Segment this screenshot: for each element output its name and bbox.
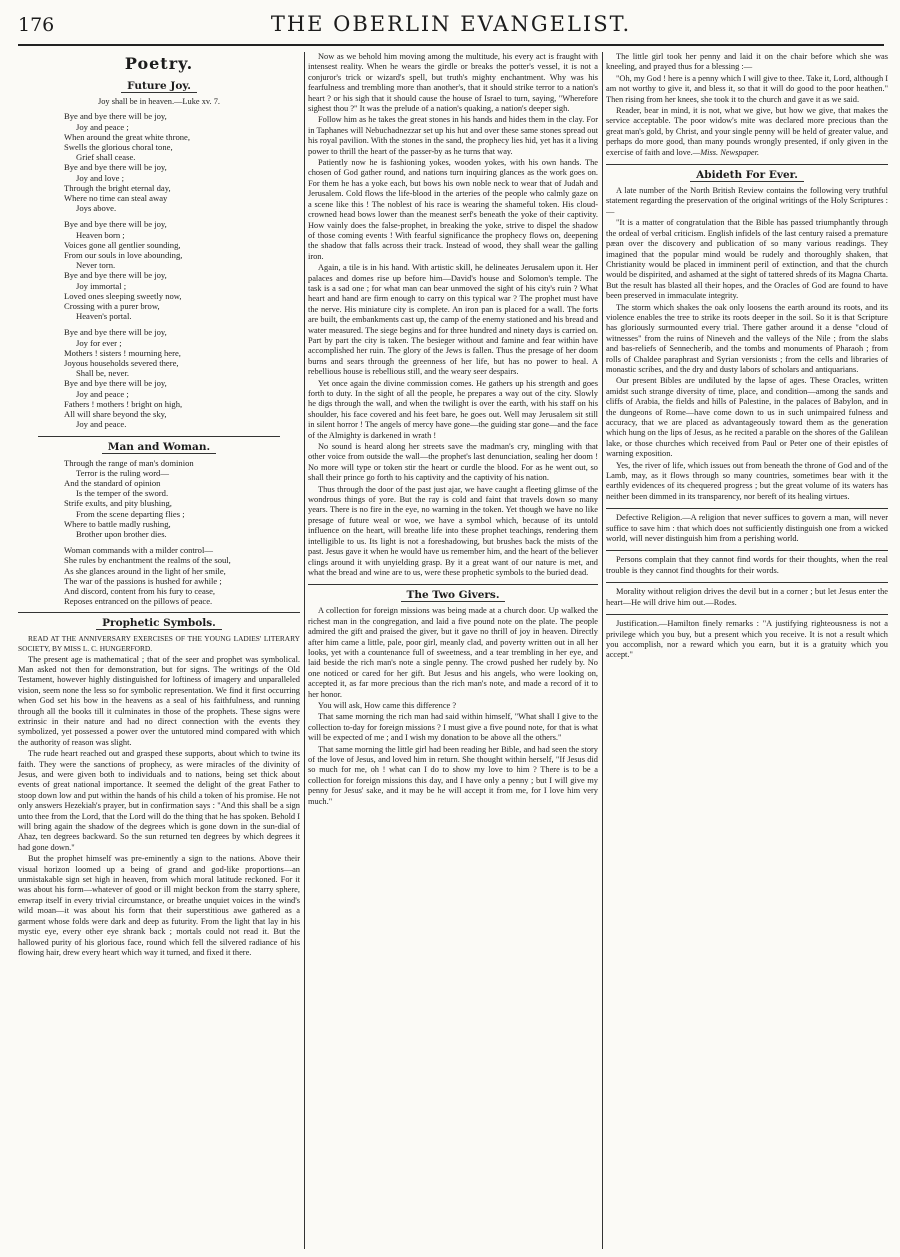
- poem-line: Is the temper of the sword.: [76, 488, 169, 499]
- poem-line: Through the bright eternal day,: [64, 182, 171, 193]
- poem-line: She rules by enchantment the realms of the soul,: [64, 555, 231, 566]
- poem-line: Loved ones sleeping sweetly now,: [64, 290, 182, 301]
- article-paragraph: "Oh, my God ! here is a penny which I will give to thee. Take it, Lord, although I am not worthy to give it, and bless it, so that it will do good to the poor heathen." Then rising from her knees, she took it to the church and gave it as we said.: [606, 73, 888, 104]
- poem-line: Mothers ! sisters ! mourning here,: [64, 347, 181, 358]
- poem-line: Brother upon brother dies.: [76, 528, 167, 539]
- poem-line: The war of the passions is hushed for awhile ;: [64, 575, 222, 586]
- article-paragraph: [606, 106, 888, 158]
- article-paragraph: The present age is mathematical ; that of the seer and prophet was symbolical. Man asked not then for demonstration, but for signs. The writings of the Old Testament, however highly distinguished for loftiness of imagery and unparalleled vision, seem none the less so for symbolic representation. We find it first occurring when God set his bow in the heavens as a seal of his faithfulness, and running through all the books till it culminates in those of the prophets. These signs were extrinsic in their nature and had no direct connection with the events they symbolized, yet possessed a power over the untutored mind compared with which the authority of reason was slight.: [18, 654, 300, 747]
- section-divider: [308, 584, 598, 585]
- poem-line: Crossing with a purer brow,: [64, 301, 160, 312]
- article-paragraph: The little girl took her penny and laid it on the chair before which she was kneeling, and prayed thus for a blessing :—: [606, 52, 888, 72]
- poem-epigraph: Joy shall be in heaven.—Luke xv. 7.: [97, 97, 221, 106]
- article-paragraph: A collection for foreign missions was being made at a church door. Up walked the richest man in the congregation, and laid a five pound note on the plate. The people admired the gift and praised the giver, but it gave no thrill of joy in heaven. Directly after him came a little, pale, poor girl, meanly clad, and poverty written out in all her looks, yet with a countenance full of sweetness, and a tear trembling in her eye, and laid beside the rich man's note a single penny. The crowd pushed her rudely by. No one noticed or cared for her gift. But Jesus and his angels, who were looking on, accepted it, as far more precious than the rich man's note, and made a record of it to her honor.: [308, 606, 598, 699]
- poem-line: Joy and peace ;: [76, 121, 129, 132]
- article-paragraph: Yes, the river of life, which issues out from beneath the throne of God and of the Lamb, may, as it flows through so many countries, sometimes bear with it the earthly evidences of its chequered progress ; but the great volume of its waters has neither been dimmed in its transparency, nor bereft of its healing virtues.: [606, 460, 888, 501]
- article-paragraph: A late number of the North British Review contains the following very truthful statement regarding the preservation of the original writings of the Holy Scriptures :—: [606, 186, 888, 216]
- poem-line: As she glances around in the light of her smile,: [64, 565, 226, 576]
- poem-line: Shall be, never.: [76, 368, 129, 379]
- poem-line: From the scene departing flies ;: [76, 508, 185, 519]
- short-item: Morality without religion drives the devil but in a corner ; but let Jesus enter the heart—He will drive him out.—Rodes.: [606, 587, 888, 607]
- short-item: Defective Religion.—A religion that never suffices to govern a man, will never suffice to save him : that which does not sufficiently distinguish one from a wicked world, will never distinguish him from a perishing world.: [606, 513, 888, 544]
- poem-line: Joy immortal ;: [76, 280, 127, 291]
- article-paragraph: Patiently now he is fashioning yokes, wooden yokes, with his own hands. The chosen of God gather round, and nations turn inquiring glances as the work goes on. For them he has a yoke each, but bows his own noble neck to wear that of Judah and Jerusalem. Cold flows the life-blood in the arteries of the people who calmly gaze on a scene like this ! The noblest of his race is wearing the shameful token. His cloud-crowned head bows lower than the meanest serf's beneath the yoke of their captivity. How vainly does the false-prophet, in breaking the yoke, strive to dispel the shadow of those coming events ! With fearful significance the prophecy flows on, deepening the shadow that falls across their track. Instead of wood, they shall wear the galling iron.: [308, 158, 598, 261]
- poem-line: Bye and bye there will be joy,: [64, 219, 167, 230]
- article-paragraph: That same morning the little girl had been reading her Bible, and had seen the story of the love of Jesus, and loved him in return. She thought within herself, "If Jesus did so much for me, oh ! what can I do to show my love to him ? There is to be a collection for foreign missions this day, and I have only a penny ; but I will give my penny for Jesus' sake, and it may be he will accept it from me, for I love him very much.": [308, 744, 598, 806]
- poem-line: Joy for ever ;: [76, 337, 122, 348]
- section-divider: [606, 582, 888, 583]
- section-divider: [38, 436, 280, 437]
- section-divider: [18, 612, 300, 613]
- poem-line: Where to battle madly rushing,: [64, 518, 171, 529]
- poem-line: Strife exults, and pity blushing,: [64, 498, 172, 509]
- poem-line: Joy and love ;: [76, 172, 124, 183]
- poem-title: Man and Woman.: [18, 441, 300, 454]
- article-paragraph: But the prophet himself was pre-eminently a sign to the nations. Above their visual horizon loomed up a being of grand and god-like proportions—an unmistakable sign set high in heaven, from which moral latitude reckoned. For it was about his form—whatever of good or ill might beckon from the starry sphere, enwrap itself in every trivial circumstance, or breathe unquiet voices in the wind's wild moan—it was about his form that their superstitious awe gathered as a garment whose folds were dark and deep as futurity. From the light that lay in his mystic eye, every other eye shrank back ; mortals could not read it. But the hallowed purity of his glorious face, round which fell the silvered radiance of his flowing hair, drew every heart which way it turned, and fixed it there.: [18, 854, 300, 957]
- short-item: Justification.—Hamilton finely remarks : "A justifying righteousness is not a privilege which you buy, but a present which you receive. It is not a result which you accomplish, nor a reward which you earn, but it is a gratuity which you accept.": [606, 619, 888, 660]
- article-paragraph: "It is a matter of congratulation that the Bible has passed triumphantly through the ordeal of verbal criticism. English infidels of the last century raised a premature pæan over the discovery and publication of so many various readings. They imagined that the popular mind would be rudely and thoroughly shaken, that Christianity would be placed in imminent peril of extinction, and that the church would be dispirited, and ashamed at the sight of tattered shreds of its Magna Charta. But the result has blasted all their hopes, and the Oracles of God are found to have been preserved in immaculate integrity.: [606, 218, 888, 301]
- poem-line: When around the great white throne,: [64, 131, 190, 142]
- article-paragraph: No sound is heard along her streets save the madman's cry, mingling with that other voice from outside the wall—the prophet's last denunciation, sealing her doom ! No more will type or token stir the heart or curdle the blood. For as he went out, so shall their prince go forth to his captivity and the captivity of his nation.: [308, 442, 598, 483]
- poem-line: Bye and bye there will be joy,: [64, 162, 167, 173]
- poem-line: All will share beyond the sky,: [64, 409, 167, 420]
- poetry-heading: Poetry.: [124, 54, 194, 73]
- article-paragraph: The storm which shakes the oak only loosens the earth around its roots, and its violence enables the tree to strike its roots deeper in the soil. So it is that Scripture has gloriously surmounted every trial. There gather around it a dense "cloud of witnesses" from the ruins of Nineveh and the valleys of the Nile ; from the slabs and bas-reliefs of Sennecherib, and the tombs and monuments of Pharaoh ; from rolls of Chaldee paraphrast and Syrian versionists ; from the cells and libraries of monastic scribes, and the dry and dusty labors of scholars and antiquarians.: [606, 302, 888, 374]
- column-1: [18, 52, 300, 1249]
- article-paragraph: Now as we behold him moving among the multitude, his every act is fraught with intensest reality. When he wears the girdle or breaks the potter's vessel, it is not a conjuror's trick or wizard's spell, but truth's mighty enchantment. Why was his fearfulness and trembling more than another's, that it should strike terror to a nation's heart ? or his sigh that it should cause the house of Israel to turn, saying, "Wherefore sighest thou ?" It was the prelude of a nation's quaking, a nation's deeper sigh.: [308, 52, 598, 114]
- column-rule: [304, 52, 305, 1249]
- article-paragraph: Again, a tile is in his hand. With artistic skill, he delineates Jerusalem upon it. Her palaces and domes rise up before him—David's house and Solomon's temple. The task is a sad one ; for what man can bear unmoved the sight of his city's ruin ? What heart and hand are firm enough to carry on this typical war ? The prophet must have the nerve. His miniature city is complete. An iron pan is placed for a wall. The forts are built, the embankments cast up, the camp of the enemy stationed and his bread and water measured. The siege begins and for three hundred and ninety days is carried on. Part by part the city is taken. The besieger without and famine and fear within have accomplished her ruin. The glory of the Jews is fallen. Thus the presage of her doom burns and sears through the greenness of her life, but has no power to heal. A rebellious house is rebellious still, and the weary seer despairs.: [308, 263, 598, 377]
- poem-line: Joys above.: [76, 203, 117, 214]
- short-item: Persons complain that they cannot find words for their thoughts, when the real trouble is they cannot find thoughts for their words.: [606, 555, 888, 575]
- article-paragraph: Our present Bibles are undiluted by the lapse of ages. These Oracles, written amidst such strange diversity of time, place, and condition—among the sands and cliffs of Arabia, the fields and hills of Palestine, in the palaces of Babylon, and in the dungeons of Rome—have come down to us in such unimpaired fulness and accuracy, that we are placed as advantageously toward them as the generation which hung on the lips of Jesus, as he recited a parable on the shores of the Galilean lake, or those churches which received from Paul or Peter one of their epistles of warning exposition.: [606, 376, 888, 459]
- newspaper-title: THE OBERLIN EVANGELIST.: [270, 12, 632, 36]
- section-divider: [606, 614, 888, 615]
- poem-line: Voices gone all gentlier sounding,: [64, 239, 181, 250]
- section-divider: [606, 508, 888, 509]
- page-number: 176: [18, 14, 55, 36]
- poem-line: And the standard of opinion: [64, 477, 161, 488]
- poem-line: Woman commands with a milder control—: [64, 545, 213, 556]
- poem-line: Joyous households severed there,: [64, 358, 179, 369]
- poem-man-and-woman: [64, 458, 300, 607]
- poem-line: Bye and bye there will be joy,: [64, 111, 167, 122]
- article-paragraph: You will ask, How came this difference ?: [318, 700, 457, 710]
- poem-line: Bye and bye there will be joy,: [64, 327, 167, 338]
- column-3: [606, 52, 888, 1249]
- poem-line: Heaven's portal.: [76, 311, 132, 322]
- column-2: [308, 52, 598, 1249]
- column-rule: [602, 52, 603, 1249]
- poem-line: Grief shall cease.: [76, 152, 136, 163]
- article-title: Abideth For Ever.: [606, 169, 888, 182]
- poem-line: Through the range of man's dominion: [64, 457, 194, 468]
- poem-title: Future Joy.: [18, 80, 300, 93]
- article-paragraph-text: Reader, bear in mind, it is not, what we give, but how we give, that makes the service acceptable. The poor widow's mite was declared more precious than the great man's gold, by Christ, and your single penny will be held of greater value, and perhaps do more good, than many pounds wrongly presented, if only given in the exercise of faith and love.: [606, 106, 888, 157]
- poem-future-joy: [64, 111, 300, 429]
- poem-line: Bye and bye there will be joy,: [64, 270, 167, 281]
- article-paragraph: Follow him as he takes the great stones in his hands and hides them in the clay. For in Taphanes will Nebuchadnezzar set up his hut and over these same stones spread out his royal pavilion. With the stones in the sand, the prophecy lies hid, yet has it a living power to thrill the heart of the passer-by as he turns that way.: [308, 115, 598, 156]
- article-title: Prophetic Symbols.: [18, 617, 300, 630]
- article-paragraph: That same morning the rich man had said within himself, "What shall I give to the collection to-day for foreign missions ? I must give a five pound note, for that is what will be expected of me ; and I wish my donation to be above all the others.": [308, 712, 598, 743]
- article-paragraph: Thus through the door of the past just ajar, we have caught a fleeting glimse of the wondrous things of yore. But the ray is cold and faint that travels down so many years. There is no fire in the eye, no warning in the token. Yet though we have no like presage of future weal or woe, we have a symbol which, because of its untold influence on the heart, will breathe life into these prophet teachings, rendering them intelligible to us. Its light is not a foreshadowing, but brushes back the mists of the past. Jesus gave it when he would have us remember him, and the heart of the believer clings around it with unyielding grasp. By it a great want of our nature is met, and what the bread and wine are to us, were these prophetic symbols to the buried dead.: [308, 484, 598, 577]
- poem-line: Terror is the ruling word—: [76, 467, 169, 478]
- poem-line: Bye and bye there will be joy,: [64, 378, 167, 389]
- poem-line: Swells the glorious choral tone,: [64, 142, 173, 153]
- poem-line: Where no time can steal away: [64, 193, 168, 204]
- poem-line: From our souls in love abounding,: [64, 250, 183, 261]
- article-paragraph: The rude heart reached out and grasped these supports, about which to twine its faith. They were the sanctions of prophecy, as were miracles of the divinity of Jesus, and were given both to individuals and to nations, being set thick about events of great national importance. It seemed the delight of the great Father to stoop down low and put within the hands of his child a token of his promise. He not only answers Hezekiah's prayer, but in confirmation says : "And this shall be a sign unto thee from the Lord, that the Lord will do the thing that he has spoken. Behold I will bring again the shadow of the degrees which is gone down in the sun-dial of Ahaz, ten degrees backward. So the sun returned ten degrees by which degrees it had gone down.": [18, 749, 300, 852]
- article-signature: —Miss. Newspaper.: [692, 147, 760, 157]
- article-byline: READ AT THE ANNIVERSARY EXERCISES OF THE YOUNG LADIES' LITERARY SOCIETY, BY MISS L. C. HUNGERFORD.: [18, 634, 300, 653]
- article-title: The Two Givers.: [308, 589, 598, 602]
- poem-line: Reposes entranced on the pillows of peace.: [64, 596, 213, 607]
- section-divider: [606, 550, 888, 551]
- page-header: [18, 8, 884, 46]
- article-paragraph: Yet once again the divine commission comes. He gathers up his strength and goes forth to duty. In the sight of all the people, he prepares a way out of the city. Slowly he digs through the wall, and when the twilight is over the earth, with his staff on his shoulder, his face covered and his feet bare, he goes out. Well may Jerusalem sit still in silent horror ! The angels of mercy have gone—the guiding star gone—and the face of the Almighty is darkened in wrath !: [308, 378, 598, 440]
- poem-line: And discord, content from his fury to cease,: [64, 585, 216, 596]
- section-divider: [606, 164, 888, 165]
- poem-line: Never torn.: [76, 260, 116, 271]
- poem-line: Joy and peace.: [76, 419, 127, 430]
- poem-line: Joy and peace ;: [76, 388, 129, 399]
- poem-line: Fathers ! mothers ! bright on high,: [64, 398, 183, 409]
- poem-line: Heaven born ;: [76, 229, 125, 240]
